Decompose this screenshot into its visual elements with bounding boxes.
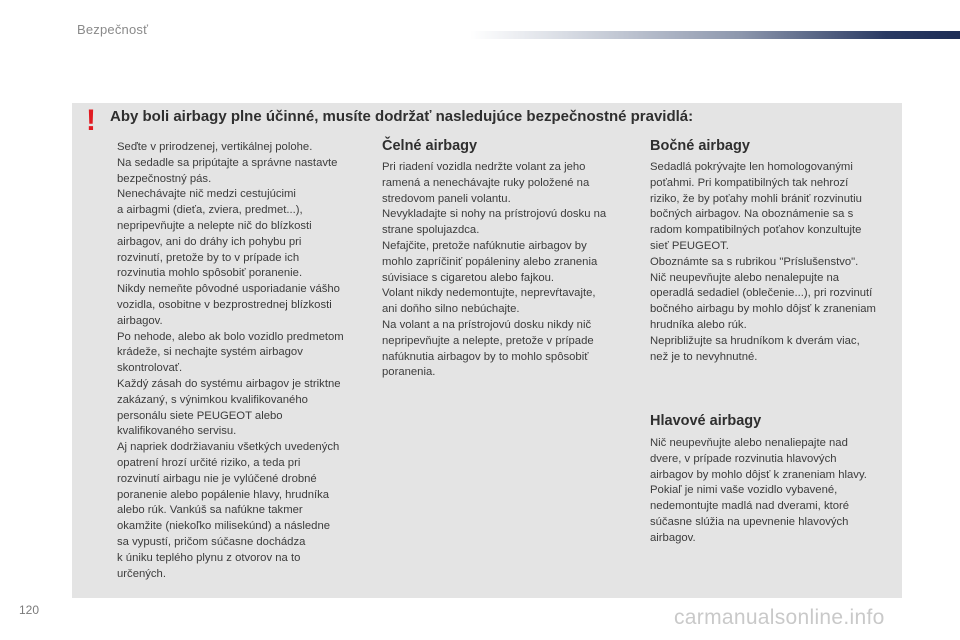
text-line: dvere, v prípade rozvinutia hlavových [650,452,837,465]
text-line: nepripevňujte a nelepte nič do blízkosti [117,219,312,232]
text-line: k úniku teplého plynu z otvorov na to [117,551,301,564]
text-line: personálu siete PEUGEOT alebo [117,409,283,422]
text-line: poranenia. [382,366,436,379]
text-line: Oboznámte sa s rubrikou "Príslušenstvo". [650,255,859,268]
side-airbags-text [650,160,900,365]
text-line: vozidla, osobitne v bezprostrednej blízkosti [117,298,332,311]
text-line: stredovom paneli volantu. [382,192,511,205]
text-line: Pokiaľ je nimi vaše vozidlo vybavené, [650,484,838,497]
text-line: Pri riadení vozidla nedržte volant za jeho [382,161,586,173]
text-line: alebo rúk. Vankúš sa nafúkne takmer [117,504,303,517]
text-line: Nenechávajte nič medzi cestujúcimi [117,188,296,201]
text-line: zakázaný, s výnimkou kvalifikovaného [117,393,308,406]
text-line: riziko, že by poťahy mohli brániť rozvinutiu [650,192,862,205]
text-line: kvalifikovaného servisu. [117,425,237,438]
text-line: sieť PEUGEOT. [650,239,729,252]
text-line: poranenie alebo popálenie hlavy, hrudníka [117,488,330,501]
text-line: bočných airbagov. Na oboznámenie sa s [650,208,854,221]
text-line: airbagov, ani do dráhy ich pohybu pri [117,235,302,248]
text-line: Volant nikdy nedemontujte, neprevŕtavajte, [382,287,596,300]
page-number: 120 [19,603,40,617]
general-rules-text [117,140,367,582]
section-title: Bezpečnosť [77,22,149,37]
text-line: Nič neupevňujte alebo nenaliepajte nad [650,437,848,449]
text-line: Aj napriek dodržiavaniu všetkých uvedených [117,441,340,454]
text-line: súčasne slúžia na upevnenie hlavových [650,515,849,528]
text-line: ramená a nenechávajte ruky položené na [382,176,590,189]
text-line: Sedadlá pokrývajte len homologovanými [650,161,853,173]
text-line: radom kompatibilných poťahov konzultujte [650,224,862,237]
text-line: Nikdy nemeňte pôvodné usporiadanie vášho [117,283,340,296]
text-line: súvisiace s cigaretou alebo fajkou. [382,271,555,284]
text-line: Na volant a na prístrojovú dosku nikdy nič [382,318,592,331]
text-line: krádeže, si nechajte systém airbagov [117,346,303,359]
text-line: Nepribližujte sa hrudníkom k dverám viac, [650,334,860,347]
front-airbags-text [382,160,632,381]
head-airbags-title: Hlavové airbagy [650,413,762,429]
text-line: Na sedadle sa pripútajte a správne nastavte [117,156,338,169]
text-line: hrudníka alebo rúk. [650,318,747,331]
text-line: ani doňho silno nebúchajte. [382,303,520,316]
text-line: okamžite (niekoľko milisekúnd) a následne [117,520,331,533]
front-airbags-title: Čelné airbagy [382,138,478,154]
text-line: Nefajčite, pretože nafúknutie airbagov by [382,239,587,252]
watermark: carmanualsonline.info [674,606,885,629]
text-line: nepripevňujte a nelepte, pretože v prípade [382,334,594,347]
text-line: sa vypustí, pričom súčasne dochádza [117,535,306,548]
text-line: airbagov. [650,531,696,544]
side-airbags-title: Bočné airbagy [650,138,750,154]
text-line: airbagov by mohlo dôjsť k zraneniam hlavy. [650,468,867,481]
text-line: nedemontujte madlá nad dverami, ktoré [650,500,850,513]
head-airbags-text [650,436,900,547]
text-line: operadlá sedadiel (oblečenie...), pri rozvinutí [650,287,873,300]
warning-exclamation-icon: ! [86,104,96,137]
text-line: nafúknutia airbagov by to mohlo spôsobiť [382,350,589,363]
text-line: Seďte v prirodzenej, vertikálnej polohe. [117,141,313,153]
text-line: rozvinutí airbagu nie je vylúčené drobné [117,472,317,485]
warning-heading: Aby boli airbagy plne účinné, musíte dodržať nasledujúce bezpečnostné pravidlá: [110,108,694,125]
text-line: airbagov. [117,314,163,327]
text-line: bezpečnostný pás. [117,172,212,185]
text-line: Nič neupevňujte alebo nenalepujte na [650,271,840,284]
text-line: Nevykladajte si nohy na prístrojovú dosku na [382,208,607,221]
text-line: určených. [117,567,166,580]
text-line: a airbagmi (dieťa, zviera, predmet...), [117,204,303,217]
text-line: bočného airbagu by mohlo dôjsť k zraneniam [650,303,876,316]
text-line: Po nehode, alebo ak bolo vozidlo predmetom [117,330,344,343]
text-line: Každý zásah do systému airbagov je striktne [117,377,341,390]
header-gradient-bar [470,31,960,39]
text-line: mohlo zapríčiniť popáleniny alebo zranenia [382,255,598,268]
text-line: rozvinutia mohlo spôsobiť poranenie. [117,267,303,280]
text-line: opatrení hrozí určité riziko, a teda pri [117,456,301,469]
text-line: strane spolujazdca. [382,224,480,237]
text-line: než je to nevyhnutné. [650,350,758,363]
text-line: poťahmi. Pri kompatibilných tak nehrozí [650,176,849,189]
text-line: skontrolovať. [117,362,183,375]
text-line: rozvinutí, pretože by to v prípade ich [117,251,300,264]
